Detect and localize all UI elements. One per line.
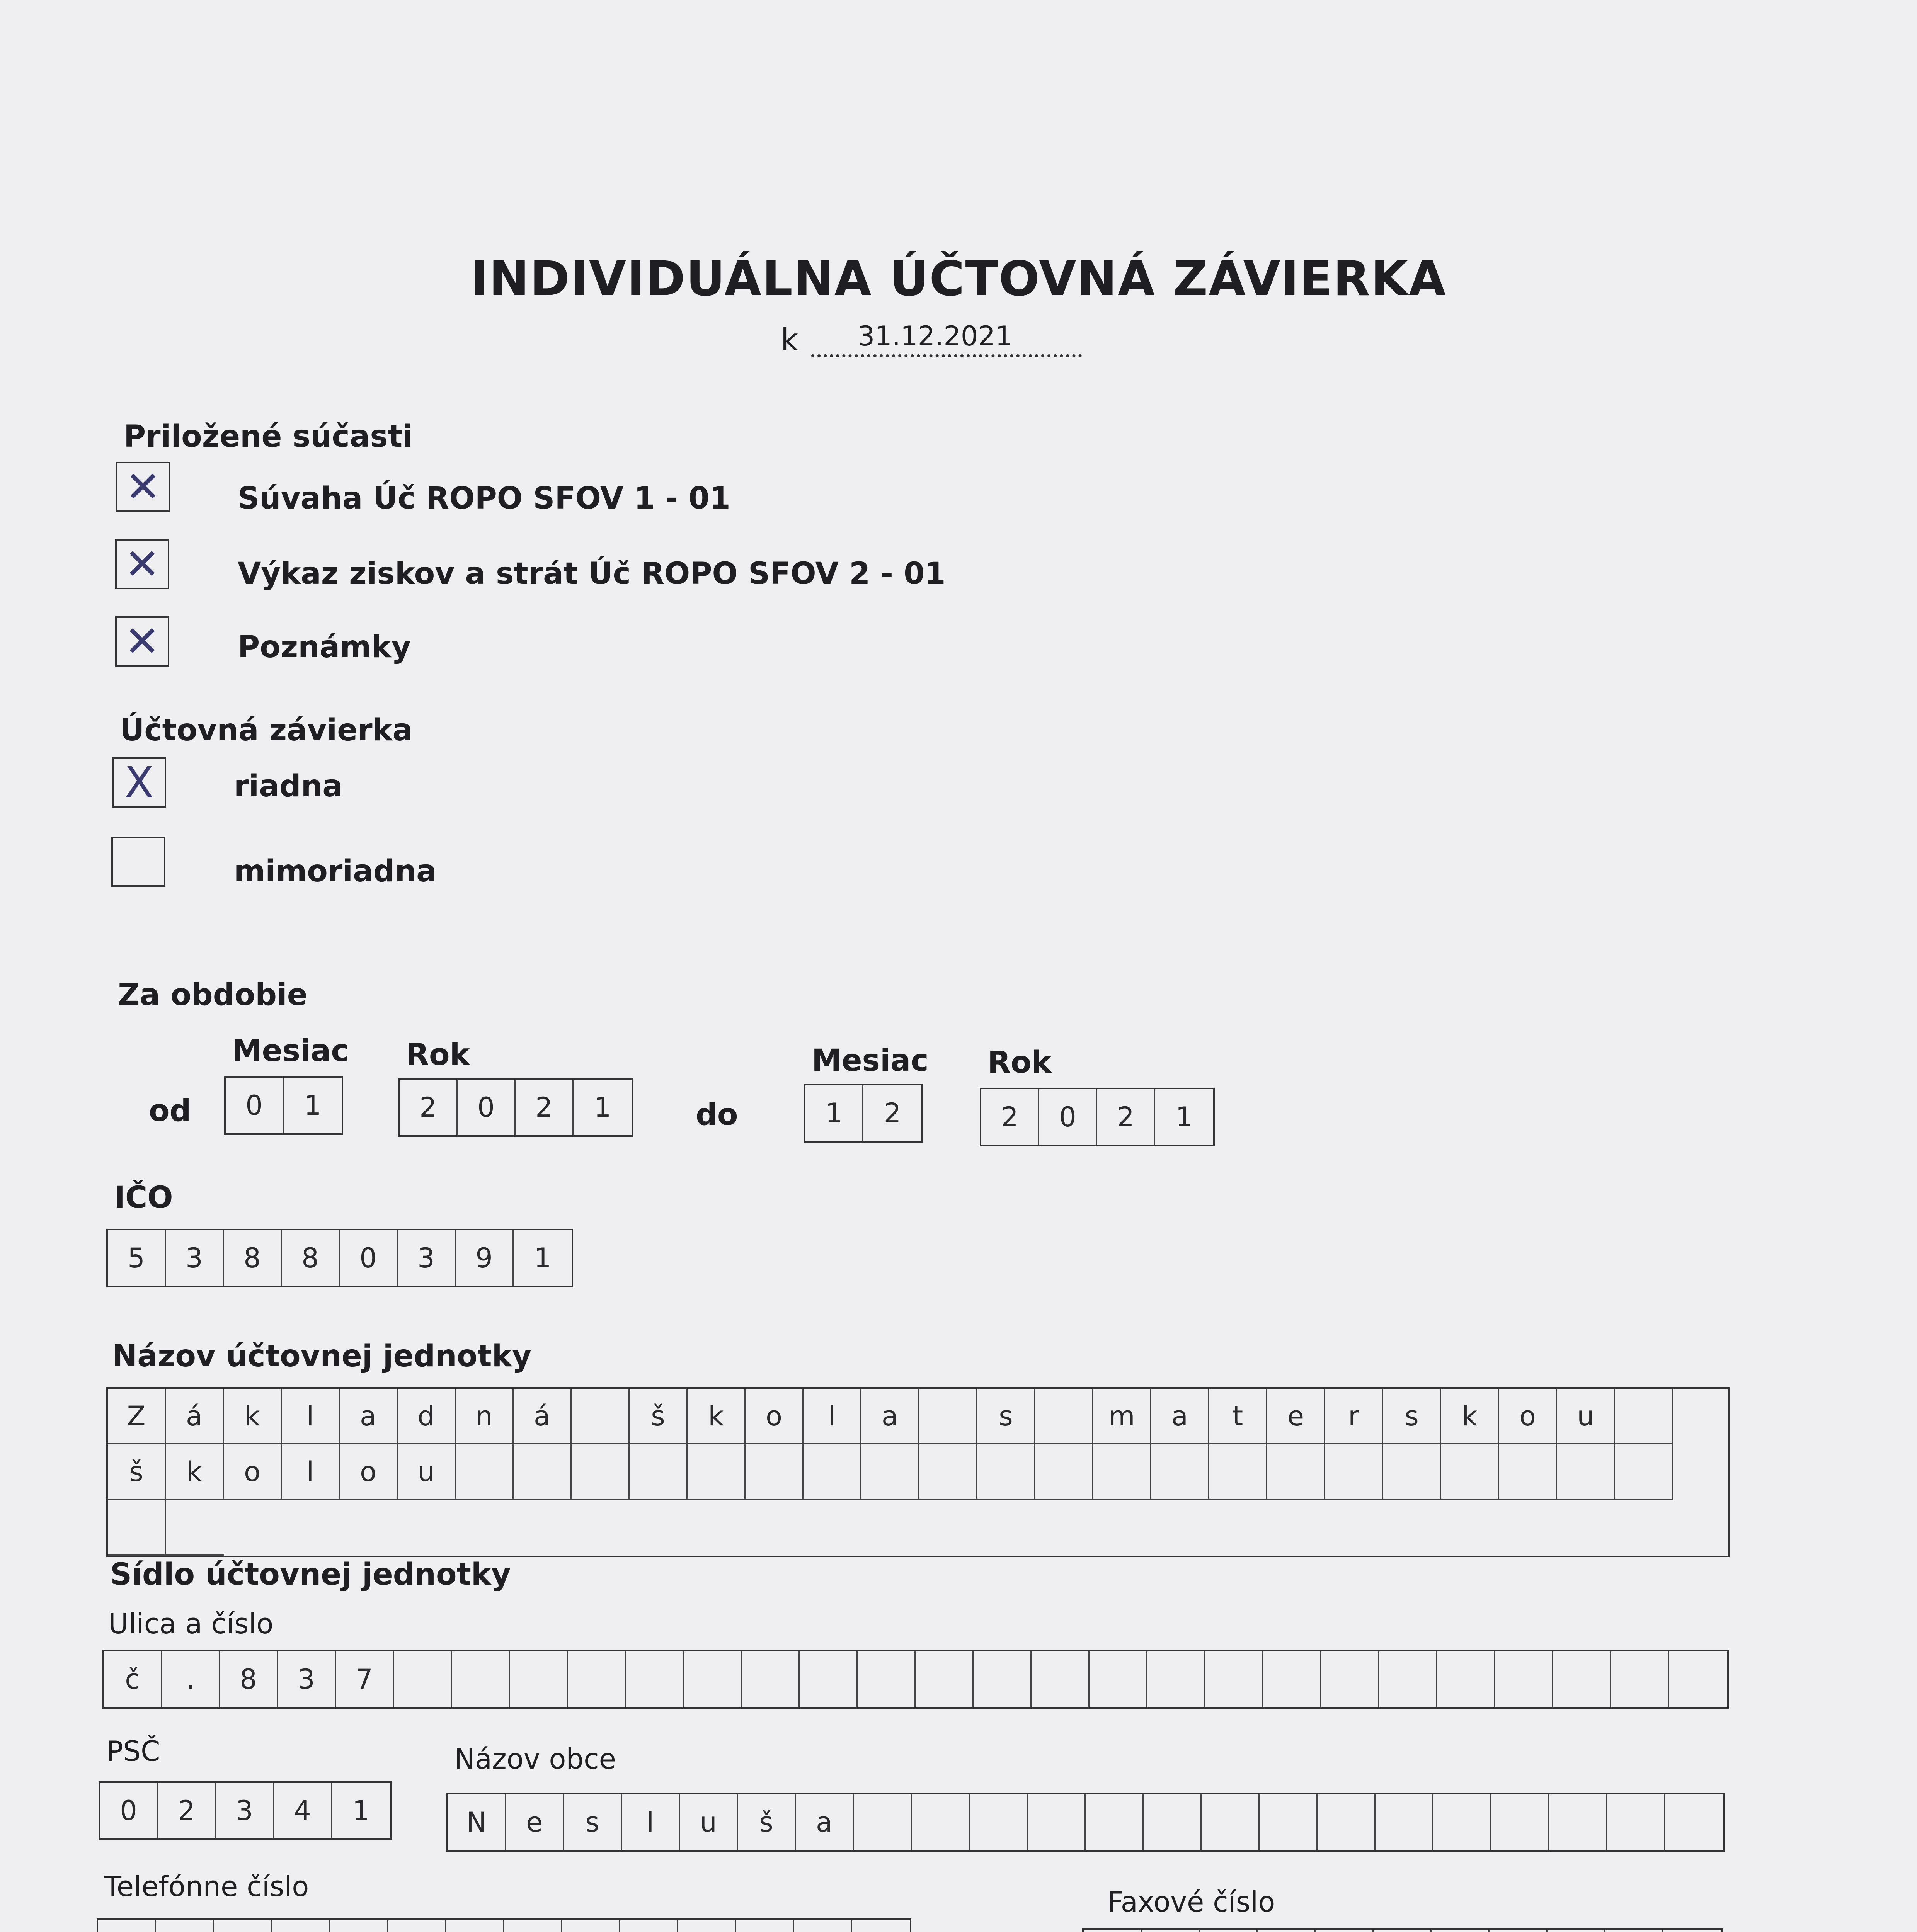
char-cell [572,1444,630,1500]
char-cell [678,1920,736,1932]
char-cell [1321,1651,1379,1707]
date-prefix: k [781,323,798,357]
char-cell [858,1651,916,1707]
char-cell: š [630,1389,688,1444]
attachment-checkbox-notes[interactable]: ✕ [115,616,169,667]
char-cell [970,1794,1028,1850]
char-cell [1032,1651,1090,1707]
char-cell: 1 [594,1092,611,1123]
char-cell: 2 [1097,1089,1155,1145]
period-from-year-label: Rok [406,1037,470,1072]
period-to-year-label: Rok [987,1045,1052,1080]
char-cell [1205,1651,1263,1707]
char-cell [1663,1930,1721,1932]
char-cell [1035,1444,1093,1500]
char-cell: o [746,1389,804,1444]
char-cell [1383,1444,1441,1500]
char-cell: s [977,1389,1035,1444]
attachment-checkbox-balance[interactable]: ✕ [116,462,170,512]
entity-name-label: Názov účtovnej jednotky [112,1339,532,1374]
ico-label: IČO [114,1180,173,1215]
char-cell [108,1500,166,1556]
char-cell: 8 [220,1651,278,1707]
char-cell [1318,1794,1376,1850]
char-cell [861,1444,919,1500]
date-value: 31.12.2021 [857,320,1013,352]
attachment-label-profit-loss: Výkaz ziskov a strát Úč ROPO SFOV 2 - 01 [238,556,946,591]
char-cell: r [1325,1389,1383,1444]
char-cell: š [108,1444,166,1500]
char-cell: 2 [516,1080,574,1135]
char-cell [166,1500,224,1556]
char-cell [1325,1444,1383,1500]
char-cell: 8 [224,1230,282,1286]
period-to-year-field[interactable] [980,1088,1215,1146]
char-cell [688,1444,746,1500]
char-cell: a [1151,1389,1209,1444]
statement-label-extraordinary: mimoriadna [234,854,437,889]
char-cell: á [166,1389,224,1444]
date-field[interactable] [811,320,1082,357]
char-cell [504,1920,562,1932]
char-cell [626,1651,684,1707]
char-cell: k [166,1444,224,1500]
char-cell [794,1920,852,1932]
char-cell [456,1444,514,1500]
char-cell [510,1651,568,1707]
char-cell: a [796,1794,854,1850]
char-cell: 7 [336,1651,394,1707]
char-cell: 1 [534,1242,552,1274]
char-cell: 2 [981,1089,1039,1145]
char-cell: 0 [100,1783,158,1838]
char-cell [977,1444,1035,1500]
statement-checkbox-extraordinary[interactable] [111,837,165,887]
ico-field[interactable] [106,1229,573,1287]
char-cell: t [1209,1389,1267,1444]
char-cell [854,1794,912,1850]
char-cell [214,1920,272,1932]
char-cell [1611,1651,1669,1707]
char-cell: o [224,1444,282,1500]
period-to-label: do [696,1097,738,1132]
char-cell: k [688,1389,746,1444]
street-label: Ulica a číslo [108,1607,274,1640]
char-cell [446,1920,504,1932]
char-cell [912,1794,970,1850]
char-cell [800,1651,858,1707]
fax-label: Faxové číslo [1107,1886,1275,1918]
period-to-month-field[interactable] [804,1084,923,1143]
char-cell: n [456,1389,514,1444]
psc-label: PSČ [106,1735,160,1767]
char-cell [620,1920,678,1932]
char-cell [1615,1389,1673,1444]
char-cell [1260,1794,1318,1850]
char-cell: l [622,1794,680,1850]
char-cell [1200,1930,1258,1932]
attachment-label-notes: Poznámky [238,630,411,665]
char-cell [1144,1794,1202,1850]
char-cell [98,1920,156,1932]
char-cell [1499,1444,1557,1500]
char-cell: l [282,1389,340,1444]
char-cell [1548,1930,1605,1932]
char-cell [394,1651,452,1707]
char-cell: N [448,1794,506,1850]
char-cell: 3 [278,1651,336,1707]
char-cell [919,1389,977,1444]
fax-field[interactable] [1082,1928,1723,1932]
period-from-label: od [149,1094,191,1128]
char-cell: . [162,1651,220,1707]
char-cell [684,1651,742,1707]
address-label: Sídlo účtovnej jednotky [110,1557,511,1592]
char-cell: a [861,1389,919,1444]
char-cell: 1 [805,1085,863,1141]
char-cell: 0 [1039,1089,1097,1145]
char-cell [1491,1794,1549,1850]
char-cell: 2 [400,1080,458,1135]
char-cell [736,1920,794,1932]
period-to-month-label: Mesiac [812,1043,929,1078]
char-cell [1433,1794,1491,1850]
char-cell [272,1920,330,1932]
date-line [781,320,1082,357]
char-cell [1665,1794,1723,1850]
char-cell [1202,1794,1260,1850]
char-cell [1495,1651,1553,1707]
char-cell [1669,1651,1727,1707]
char-cell [1086,1794,1144,1850]
char-cell: 1 [352,1795,370,1827]
char-cell [804,1444,861,1500]
char-cell: l [282,1444,340,1500]
char-cell: s [1383,1389,1441,1444]
char-cell [974,1651,1032,1707]
char-cell [1263,1651,1321,1707]
period-from-month-field[interactable] [224,1076,343,1135]
char-cell: 9 [456,1230,514,1286]
char-cell [746,1444,804,1500]
char-cell: 0 [226,1078,284,1133]
char-cell: d [398,1389,456,1444]
char-cell [919,1444,977,1500]
char-cell [1142,1930,1200,1932]
char-cell: á [514,1389,572,1444]
char-cell [1553,1651,1611,1707]
char-cell: 8 [282,1230,340,1286]
char-cell [1267,1444,1325,1500]
char-cell: 2 [884,1097,901,1129]
char-cell [1209,1444,1267,1500]
char-cell [1441,1444,1499,1500]
char-cell: e [506,1794,564,1850]
char-cell [1549,1794,1607,1850]
char-cell: m [1093,1389,1151,1444]
char-cell [742,1651,800,1707]
char-cell: 0 [340,1230,398,1286]
char-cell [452,1651,510,1707]
attachment-checkbox-profit-loss[interactable]: ✕ [115,539,169,589]
char-cell [1028,1794,1086,1850]
char-cell [156,1920,214,1932]
char-cell: 4 [274,1783,332,1838]
entity-name-field[interactable] [106,1387,1730,1557]
char-cell: k [1441,1389,1499,1444]
statement-checkbox-regular[interactable]: X [112,757,166,808]
period-from-year-field[interactable] [398,1078,633,1137]
char-cell [388,1920,446,1932]
psc-field[interactable] [99,1781,392,1840]
char-cell: 3 [216,1783,274,1838]
char-cell: 1 [1175,1101,1193,1133]
char-cell [1258,1930,1316,1932]
char-cell [1147,1651,1205,1707]
char-cell: 5 [108,1230,166,1286]
char-cell [1557,1444,1615,1500]
char-cell [1316,1930,1374,1932]
char-cell [1151,1444,1209,1500]
char-cell [1090,1651,1147,1707]
char-cell [1437,1651,1495,1707]
char-cell: č [104,1651,162,1707]
street-field[interactable] [102,1650,1729,1709]
attachment-label-balance: Súvaha Úč ROPO SFOV 1 - 01 [238,481,730,516]
char-cell [568,1651,626,1707]
char-cell: 3 [166,1230,224,1286]
city-field[interactable] [446,1793,1725,1852]
char-cell [1376,1794,1433,1850]
char-cell: u [680,1794,738,1850]
period-from-month-label: Mesiac [232,1034,349,1068]
char-cell [852,1920,910,1932]
char-cell [1093,1444,1151,1500]
char-cell: 1 [304,1090,322,1121]
phone-field[interactable] [97,1918,911,1932]
char-cell [1379,1651,1437,1707]
char-cell [330,1920,388,1932]
phone-label: Telefónne číslo [104,1870,309,1903]
document-title: INDIVIDUÁLNA ÚČTOVNÁ ZÁVIERKA [470,251,1447,307]
char-cell: š [738,1794,796,1850]
char-cell: o [340,1444,398,1500]
char-cell: 3 [398,1230,456,1286]
char-cell [1035,1389,1093,1444]
statement-type-label: Účtovná závierka [120,713,413,748]
char-cell: s [564,1794,622,1850]
char-cell [1607,1794,1665,1850]
char-cell [572,1389,630,1444]
period-label: Za obdobie [118,978,308,1012]
char-cell: e [1267,1389,1325,1444]
char-cell [916,1651,974,1707]
char-cell [1084,1930,1142,1932]
char-cell [1615,1444,1673,1500]
char-cell [514,1444,572,1500]
char-cell: 2 [158,1783,216,1838]
char-cell: u [1557,1389,1615,1444]
statement-label-regular: riadna [234,769,343,804]
city-label: Názov obce [454,1743,616,1775]
char-cell: a [340,1389,398,1444]
char-cell [1432,1930,1490,1932]
char-cell: k [224,1389,282,1444]
attachments-label: Priložené súčasti [124,419,413,454]
char-cell: Z [108,1389,166,1444]
char-cell [1605,1930,1663,1932]
char-cell [562,1920,620,1932]
char-cell: 0 [458,1080,516,1135]
char-cell: l [804,1389,861,1444]
char-cell [1374,1930,1432,1932]
char-cell: o [1499,1389,1557,1444]
char-cell: u [398,1444,456,1500]
char-cell [1490,1930,1548,1932]
char-cell [630,1444,688,1500]
